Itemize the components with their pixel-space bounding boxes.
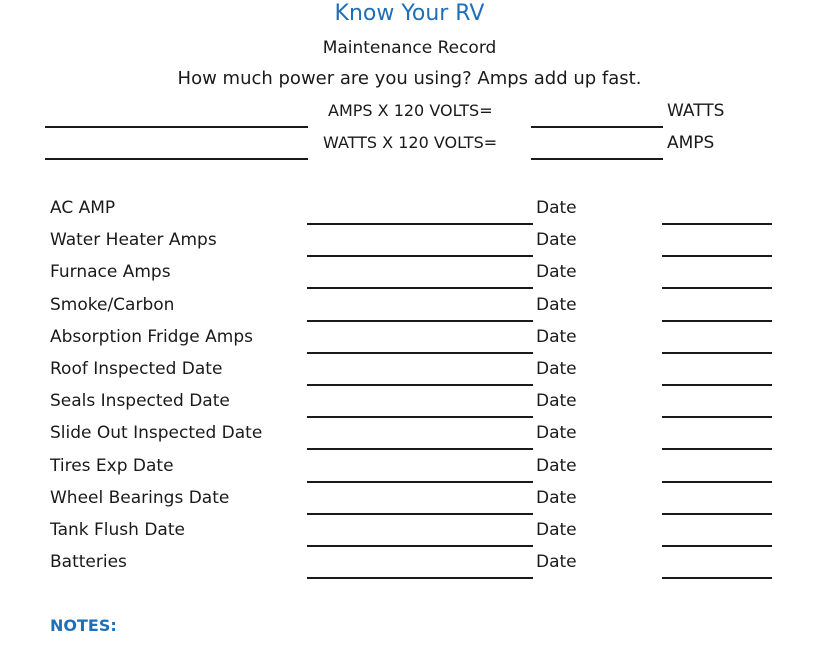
- item-value-line[interactable]: [307, 481, 533, 483]
- item-date-line[interactable]: [662, 352, 772, 354]
- item-date-line[interactable]: [662, 448, 772, 450]
- item-label: AC AMP: [50, 198, 116, 218]
- formula-result-line-amps[interactable]: [531, 158, 663, 160]
- item-value-line[interactable]: [307, 223, 533, 225]
- item-value-line[interactable]: [307, 448, 533, 450]
- formula-input-line-watts[interactable]: [45, 158, 308, 160]
- item-value-line[interactable]: [307, 416, 533, 418]
- date-label: Date: [536, 327, 577, 347]
- item-date-line[interactable]: [662, 287, 772, 289]
- item-label: Slide Out Inspected Date: [50, 423, 263, 443]
- date-label: Date: [536, 391, 577, 411]
- date-label: Date: [536, 359, 577, 379]
- formula-unit-amps: AMPS: [667, 133, 715, 153]
- item-value-line[interactable]: [307, 287, 533, 289]
- formula-unit-watts: WATTS: [667, 101, 725, 121]
- date-label: Date: [536, 488, 577, 508]
- date-label: Date: [536, 456, 577, 476]
- item-label: Smoke/Carbon: [50, 295, 175, 315]
- item-value-line[interactable]: [307, 255, 533, 257]
- item-value-line[interactable]: [307, 513, 533, 515]
- page-subtitle: Maintenance Record: [322, 38, 497, 58]
- date-label: Date: [536, 198, 577, 218]
- item-label: Seals Inspected Date: [50, 391, 230, 411]
- item-value-line[interactable]: [307, 577, 533, 579]
- item-label: Tank Flush Date: [50, 520, 185, 540]
- date-label: Date: [536, 552, 577, 572]
- item-date-line[interactable]: [662, 545, 772, 547]
- item-date-line[interactable]: [662, 513, 772, 515]
- item-label: Water Heater Amps: [50, 230, 217, 250]
- date-label: Date: [536, 520, 577, 540]
- date-label: Date: [536, 423, 577, 443]
- formula-result-line-watts[interactable]: [531, 126, 663, 128]
- formula-expression-amps: AMPS X 120 VOLTS=: [328, 101, 493, 120]
- item-value-line[interactable]: [307, 545, 533, 547]
- formula-input-line-amps[interactable]: [45, 126, 308, 128]
- formula-expression-watts: WATTS X 120 VOLTS=: [323, 133, 498, 152]
- item-date-line[interactable]: [662, 223, 772, 225]
- item-label: Wheel Bearings Date: [50, 488, 230, 508]
- item-label: Roof Inspected Date: [50, 359, 223, 379]
- item-label: Tires Exp Date: [50, 456, 174, 476]
- date-label: Date: [536, 230, 577, 250]
- page-title: Know Your RV: [334, 1, 485, 26]
- item-value-line[interactable]: [307, 320, 533, 322]
- item-date-line[interactable]: [662, 481, 772, 483]
- date-label: Date: [536, 295, 577, 315]
- item-label: Furnace Amps: [50, 262, 171, 282]
- power-question: How much power are you using? Amps add up fast.: [177, 68, 642, 89]
- item-date-line[interactable]: [662, 577, 772, 579]
- item-date-line[interactable]: [662, 255, 772, 257]
- item-date-line[interactable]: [662, 416, 772, 418]
- item-date-line[interactable]: [662, 320, 772, 322]
- notes-label: NOTES:: [50, 616, 117, 635]
- date-label: Date: [536, 262, 577, 282]
- item-date-line[interactable]: [662, 384, 772, 386]
- item-value-line[interactable]: [307, 384, 533, 386]
- item-value-line[interactable]: [307, 352, 533, 354]
- item-label: Batteries: [50, 552, 127, 572]
- item-label: Absorption Fridge Amps: [50, 327, 253, 347]
